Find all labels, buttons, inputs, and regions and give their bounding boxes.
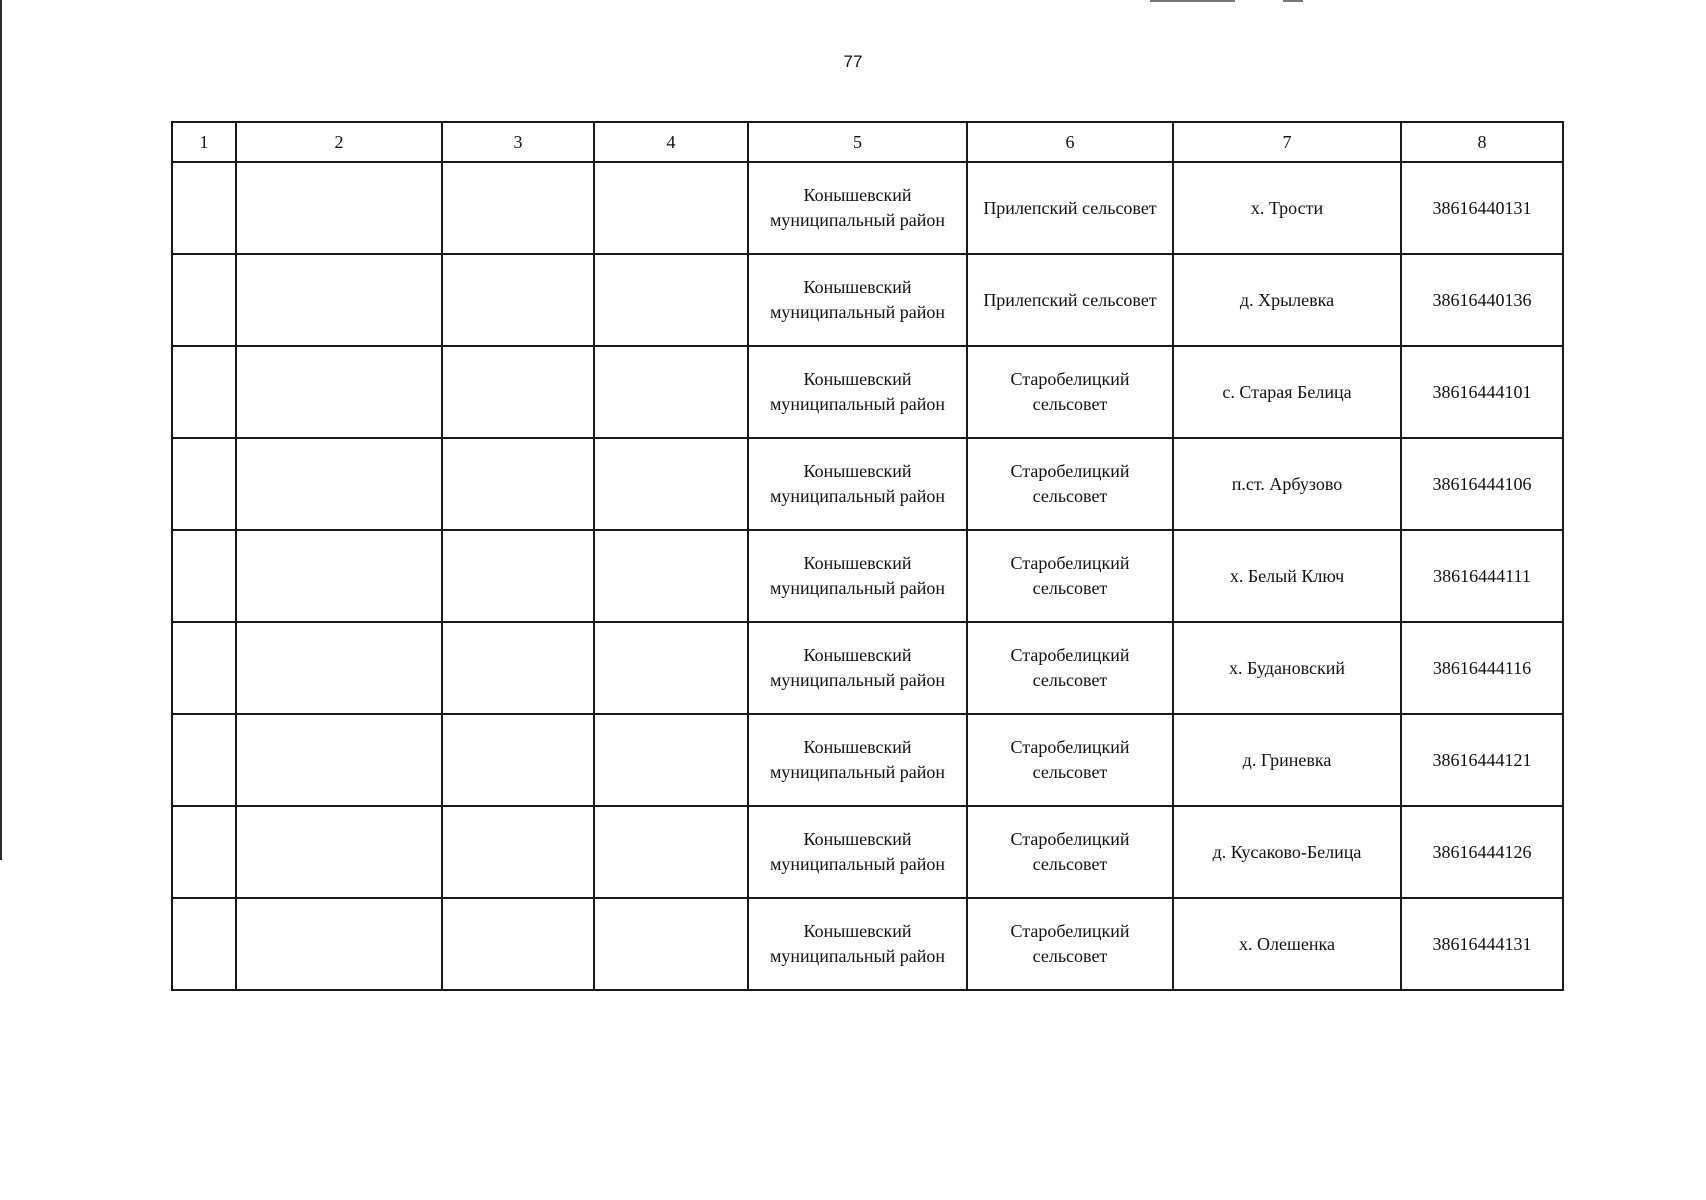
cell-col1 xyxy=(172,254,236,346)
table-row xyxy=(172,530,1563,622)
cell-code: 38616444101 xyxy=(1401,346,1563,438)
cell-code: 38616444116 xyxy=(1401,622,1563,714)
table-row xyxy=(172,346,1563,438)
cell-col2 xyxy=(236,806,442,898)
cell-settlement: д. Хрылевка xyxy=(1173,254,1401,346)
cell-col3 xyxy=(442,346,594,438)
cell-col1 xyxy=(172,806,236,898)
cell-council: Старобелицкий сельсовет xyxy=(967,806,1173,898)
table-row xyxy=(172,438,1563,530)
table-row xyxy=(172,898,1563,990)
cell-district: Конышевский муниципальный район xyxy=(748,162,967,254)
cell-col3 xyxy=(442,254,594,346)
cell-col4 xyxy=(594,254,748,346)
table-row xyxy=(172,714,1563,806)
cell-col2 xyxy=(236,438,442,530)
cell-council: Старобелицкий сельсовет xyxy=(967,898,1173,990)
cell-col4 xyxy=(594,438,748,530)
cell-col3 xyxy=(442,530,594,622)
cell-settlement: д. Кусаково-Белица xyxy=(1173,806,1401,898)
cell-district: Конышевский муниципальный район xyxy=(748,438,967,530)
cell-settlement: п.ст. Арбузово xyxy=(1173,438,1401,530)
column-header: 1 xyxy=(172,122,236,162)
scan-edge-line xyxy=(0,0,2,860)
cell-col2 xyxy=(236,714,442,806)
cell-col1 xyxy=(172,898,236,990)
scan-top-mark xyxy=(1150,0,1235,2)
table-row xyxy=(172,806,1563,898)
cell-district: Конышевский муниципальный район xyxy=(748,622,967,714)
cell-col4 xyxy=(594,622,748,714)
cell-col3 xyxy=(442,162,594,254)
header-row xyxy=(172,122,1563,162)
scan-top-mark xyxy=(1283,0,1303,2)
cell-council: Прилепский сельсовет xyxy=(967,254,1173,346)
cell-col1 xyxy=(172,438,236,530)
cell-col1 xyxy=(172,162,236,254)
cell-district: Конышевский муниципальный район xyxy=(748,530,967,622)
cell-code: 38616440131 xyxy=(1401,162,1563,254)
cell-col3 xyxy=(442,806,594,898)
column-header: 5 xyxy=(748,122,967,162)
cell-col4 xyxy=(594,530,748,622)
cell-district: Конышевский муниципальный район xyxy=(748,346,967,438)
cell-col3 xyxy=(442,438,594,530)
table-row xyxy=(172,162,1563,254)
cell-code: 38616444131 xyxy=(1401,898,1563,990)
cell-settlement: д. Гриневка xyxy=(1173,714,1401,806)
cell-district: Конышевский муниципальный район xyxy=(748,806,967,898)
cell-code: 38616444106 xyxy=(1401,438,1563,530)
cell-code: 38616444111 xyxy=(1401,530,1563,622)
cell-settlement: х. Будановский xyxy=(1173,622,1401,714)
page-number: 77 xyxy=(843,52,863,71)
cell-code: 38616440136 xyxy=(1401,254,1563,346)
column-header: 7 xyxy=(1173,122,1401,162)
cell-col4 xyxy=(594,806,748,898)
cell-council: Старобелицкий сельсовет xyxy=(967,530,1173,622)
cell-col1 xyxy=(172,530,236,622)
cell-col1 xyxy=(172,346,236,438)
table-row xyxy=(172,622,1563,714)
cell-settlement: х. Трости xyxy=(1173,162,1401,254)
cell-col2 xyxy=(236,254,442,346)
cell-district: Конышевский муниципальный район xyxy=(748,254,967,346)
cell-col2 xyxy=(236,346,442,438)
cell-council: Прилепский сельсовет xyxy=(967,162,1173,254)
cell-settlement: х. Белый Ключ xyxy=(1173,530,1401,622)
cell-col1 xyxy=(172,622,236,714)
settlements-table xyxy=(171,121,1564,991)
cell-settlement: х. Олешенка xyxy=(1173,898,1401,990)
cell-col1 xyxy=(172,714,236,806)
cell-council: Старобелицкий сельсовет xyxy=(967,714,1173,806)
cell-district: Конышевский муниципальный район xyxy=(748,714,967,806)
cell-col4 xyxy=(594,898,748,990)
cell-council: Старобелицкий сельсовет xyxy=(967,622,1173,714)
cell-col3 xyxy=(442,622,594,714)
cell-col4 xyxy=(594,162,748,254)
cell-settlement: с. Старая Белица xyxy=(1173,346,1401,438)
cell-col2 xyxy=(236,898,442,990)
cell-district: Конышевский муниципальный район xyxy=(748,898,967,990)
column-header: 3 xyxy=(442,122,594,162)
cell-col4 xyxy=(594,346,748,438)
cell-col2 xyxy=(236,162,442,254)
cell-col2 xyxy=(236,530,442,622)
cell-code: 38616444126 xyxy=(1401,806,1563,898)
column-header: 4 xyxy=(594,122,748,162)
cell-col2 xyxy=(236,622,442,714)
cell-code: 38616444121 xyxy=(1401,714,1563,806)
column-header: 2 xyxy=(236,122,442,162)
cell-council: Старобелицкий сельсовет xyxy=(967,438,1173,530)
cell-council: Старобелицкий сельсовет xyxy=(967,346,1173,438)
column-header: 6 xyxy=(967,122,1173,162)
cell-col4 xyxy=(594,714,748,806)
table-row xyxy=(172,254,1563,346)
cell-col3 xyxy=(442,898,594,990)
cell-col3 xyxy=(442,714,594,806)
column-header: 8 xyxy=(1401,122,1563,162)
